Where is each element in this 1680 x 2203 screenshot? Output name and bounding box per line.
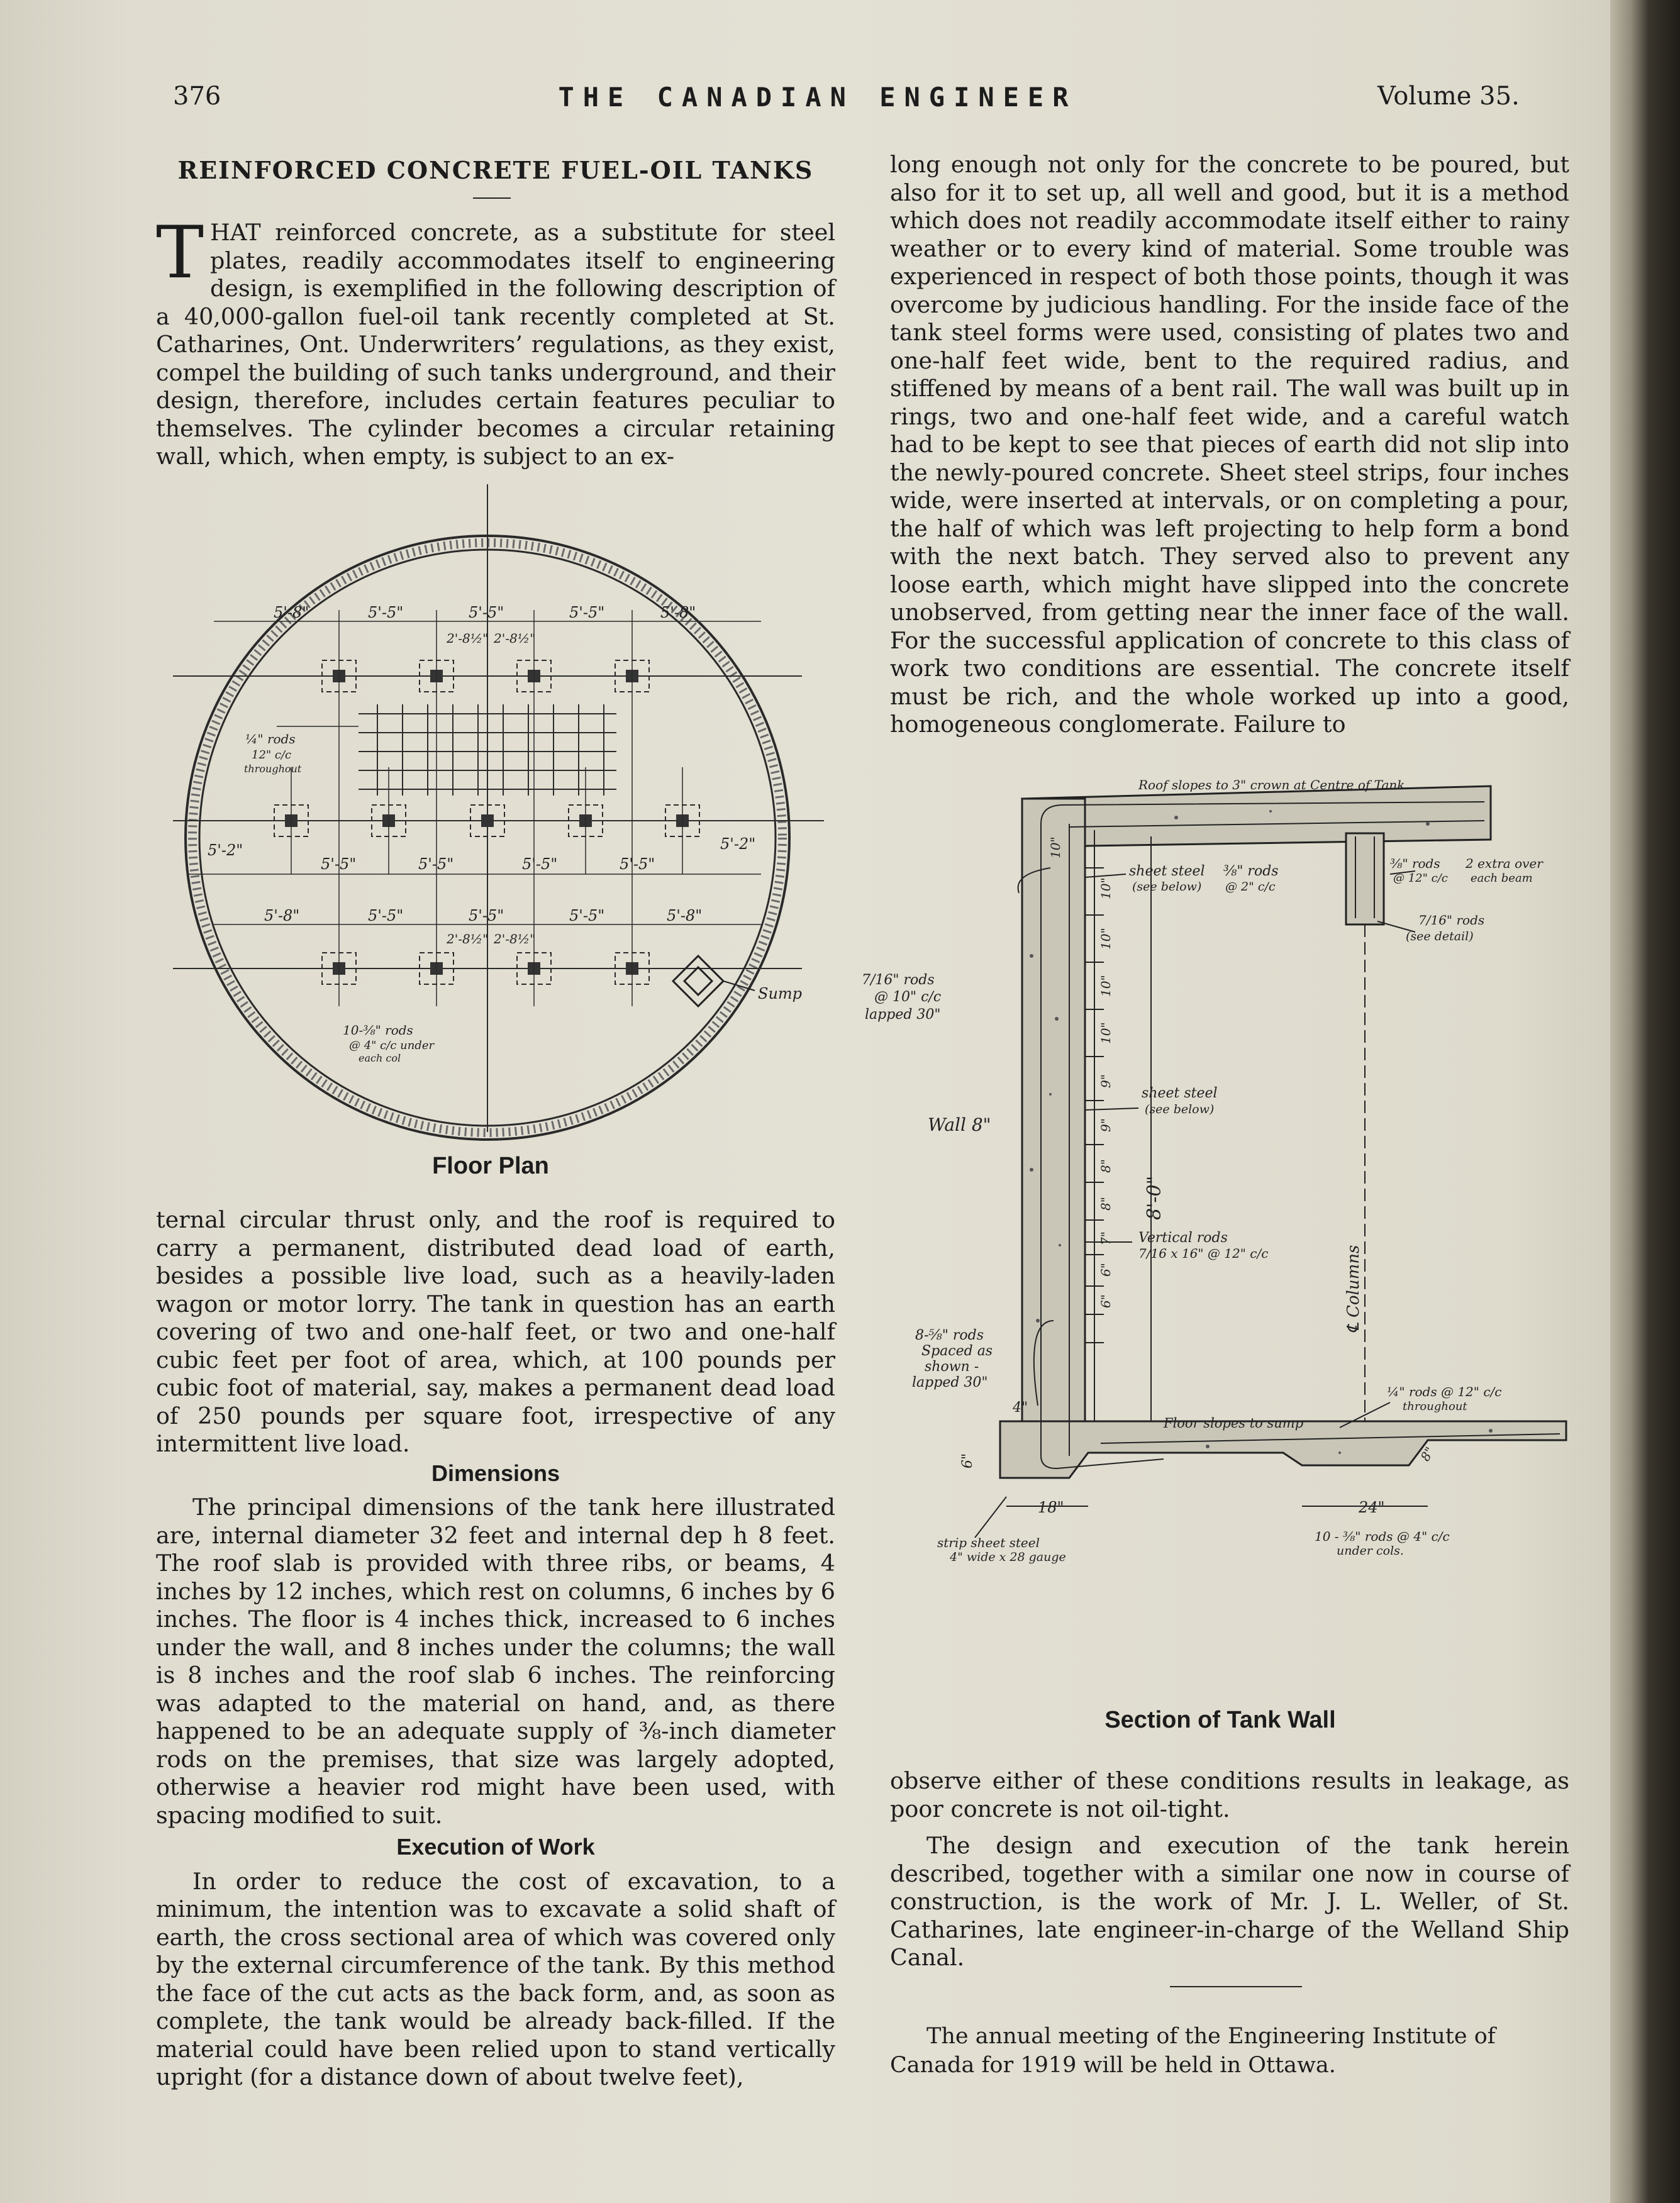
sheet-steel-note: sheet steel [1129, 863, 1205, 879]
eight-rods-note: lapped 30" [912, 1375, 988, 1390]
roof-slope-note: Roof slopes to 3" crown at Centre of Tank [1138, 777, 1405, 792]
eight-rods-note: 8-⅝" rods [915, 1328, 984, 1343]
fp-dim: 5'-8" [660, 604, 696, 621]
wall-label: Wall 8" [928, 1114, 991, 1135]
vertical-rods-note: Vertical rods [1138, 1230, 1228, 1246]
quarter-rods-note: throughout [1403, 1400, 1467, 1413]
fp-rods-note: 12" c/c [252, 748, 292, 762]
article-title: REINFORCED CONCRETE FUEL-OIL TANKS [177, 156, 814, 184]
column-2-top [890, 151, 1569, 739]
fp-dim: 5'-8" [274, 604, 309, 621]
fp-rods-note: ¼" rods [245, 731, 296, 746]
drop-cap: T [156, 211, 204, 294]
column-2-continued [890, 1767, 1569, 1972]
journal-title: THE CANADIAN ENGINEER [558, 82, 1077, 113]
closing-rule [1170, 1986, 1302, 1987]
fp-col-rods: each col [359, 1052, 401, 1064]
body-paragraph: observe either of these conditions results in leakage, as poor concrete is not oil-tight. [890, 1767, 1569, 1823]
fp-dim: 5'-5" [522, 855, 558, 873]
floor-slope-note: Floor slopes to sump [1164, 1416, 1304, 1431]
section-caption: Section of Tank Wall [1104, 1707, 1336, 1733]
quarter-rods-note: ¼" rods @ 12" c/c [1387, 1384, 1502, 1399]
body-paragraph: ternal circular thrust only, and the roof is required to carry a permanent, distributed dead load of earth, besides a possible live load, such as a heavily-laden wagon or motor lorry. The tank in question has an earth covering of two and one-half feet, or two and one-half cubic feet per foot of area, which, at 100 pounds per cubic foot of material, say, makes a permanent dead load of 250 pounds per square foot, irrespective of any intermittent live load. [156, 1206, 835, 1457]
extra-rods-note: ⅜" rods [1390, 856, 1440, 871]
fp-dim: 5'-8" [667, 907, 703, 924]
book-spine-shadow [1610, 0, 1680, 2203]
title-rule [473, 197, 511, 199]
fp-dim: 5'-5" [469, 604, 504, 621]
execution-heading: Execution of Work [396, 1834, 595, 1860]
left-rods-note: 7/16" rods [862, 972, 935, 988]
fp-dim: 2'-8½" [447, 931, 489, 946]
rods-note: ⅜" rods [1223, 863, 1279, 879]
eight-rods-note: shown - [925, 1359, 979, 1375]
dim-4: 4" [1013, 1400, 1028, 1416]
fp-dim: 5'-5" [620, 855, 655, 873]
sheet-steel-note: (see below) [1132, 880, 1202, 894]
sheet-steel-note: sheet steel [1142, 1085, 1218, 1101]
credits-paragraph: The design and execution of the tank herein described, together with a similar one now in course of construction, is the work of Mr. J. L. Weller, of St. Catharines, late engineer-in-charge of the Welland Ship Canal. [890, 1832, 1569, 1971]
wall-spacing: 10" [1048, 836, 1063, 858]
wall-spacing: 6" [1098, 1263, 1113, 1277]
fp-dim: 5'-5" [368, 604, 404, 621]
dim-24: 24" [1359, 1499, 1385, 1516]
fp-sump-label: Sump [758, 985, 803, 1002]
dim-8: 8" [1417, 1444, 1438, 1464]
dimensions-paragraph: The principal dimensions of the tank here illustrated are, internal diameter 32 feet and internal dep h 8 feet. The roof slab is provided with three ribs, or beams, 4 inches by 12 inches, which rest on columns, 6 inches by 6 inches. The floor is 4 inches thick, increased to 6 inches under the wall, and 8 inches under the columns; the wall is 8 inches and the roof slab 6 inches. The reinforcing was adapted to the material on hand, and, as there happened to be an adequate supply of ⅜-inch diameter rods on the premises, that size was largely adopted, otherwise a heavier rod might have been used, with spacing modified to suit. [156, 1494, 835, 1829]
body-paragraph: long enough not only for the concrete to be poured, but also for it to set up, all well and good, but it is a method which does not readily accommodate itself either to rainy weather or to every kind of material. Some trouble was experienced in respect of both those points, though it was overcome by judicious handling. For the inside face of the tank steel forms were used, consisting of plates two and one-half feet wide, bent to the required radius, and stiffened by means of a bent rail. The wall was built up in rings, two and one-half feet wide, and a careful watch had to be kept to see that pieces of earth did not slip into the newly-poured concrete. Sheet steel strips, four inches wide, were inserted at intervals, or on completing a pour, the half of which was left projecting to help form a bond with the next batch. They served also to prevent any loose earth, which might have slipped into the concrete unobserved, from getting near the inner face of the wall. For the successful application of concrete to this class of work two conditions are essential. The concrete itself must be rich, and the whole worked up into a good, homogeneous conglomerate. Failure to [890, 151, 1569, 738]
extra-rods-note: each beam [1471, 872, 1533, 885]
fp-dim: 5'-8" [264, 907, 300, 924]
wall-spacing: 10" [1098, 1022, 1113, 1044]
wall-spacing: 8" [1098, 1197, 1113, 1211]
vertical-rods-note: 7/16 x 16" @ 12" c/c [1138, 1246, 1269, 1261]
left-rods-note: lapped 30" [865, 1007, 941, 1023]
wall-spacing: 6" [1098, 1294, 1113, 1308]
wall-spacing: 8" [1098, 1159, 1113, 1173]
fp-col-rods: 10-⅜" rods [343, 1023, 413, 1038]
col-rods-note: 10 - ⅜" rods @ 4" c/c [1315, 1529, 1450, 1544]
extra-rods-note: 2 extra over [1466, 856, 1543, 871]
strip-steel-note: strip sheet steel [937, 1535, 1040, 1550]
fp-dim: 5'-5" [469, 907, 504, 924]
tank-wall-section-figure [862, 767, 1585, 1711]
intro-paragraph [156, 211, 835, 471]
fp-rods-note: throughout [244, 763, 302, 775]
rods-note: @ 2" c/c [1225, 880, 1276, 894]
wall-spacing: 9" [1098, 1118, 1113, 1132]
wall-spacing: 7" [1098, 1231, 1113, 1245]
left-rods-note: @ 10" c/c [874, 989, 942, 1005]
fp-dim: 5'-5" [321, 855, 357, 873]
fp-dim: 5'-5" [418, 855, 454, 873]
intro-text: HAT reinforced concrete, as a substitute for steel plates, readily accommodates itself to engineering design, is exemplified in the following description of a 40,000-gallon fuel-oil tank recently completed at St. Catharines, Ont. Underwriters’ regulations, as they exist, compel the building of such tanks underground, and their design, therefore, includes certain features peculiar to themselves. The cylinder becomes a circular retaining wall, which, when empty, is subject to an ex- [156, 219, 835, 470]
sheet-steel-note: (see below) [1145, 1102, 1215, 1116]
eight-rods-note: Spaced as [921, 1343, 993, 1359]
volume-label: Volume 35. [1377, 82, 1520, 111]
detail-rods-note: (see detail) [1406, 929, 1474, 943]
fp-dim: 2'-8½" [494, 931, 536, 946]
dim-18: 18" [1038, 1499, 1064, 1516]
wall-spacing: 10" [1098, 975, 1113, 997]
detail-rods-note: 7/16" rods [1418, 913, 1485, 928]
wall-spacing: 10" [1098, 928, 1113, 950]
fp-dim: 5'-5" [368, 907, 404, 924]
dimensions-heading: Dimensions [431, 1460, 560, 1486]
annual-meeting-note: The annual meeting of the Engineering Institute of Canada for 1919 will be held in Ottawa. [890, 2024, 1496, 2078]
extra-rods-note: @ 12" c/c [1393, 872, 1448, 885]
page-number: 376 [173, 82, 221, 111]
wall-spacing: 10" [1098, 877, 1113, 899]
col-rods-note: under cols. [1337, 1544, 1404, 1558]
fp-dim: 2'-8½" [447, 631, 489, 646]
execution-paragraph: In order to reduce the cost of excavation, to a minimum, the intention was to excavate a solid shaft of earth, the cross sectional area of which was covered only by the external circumference of the tank. By this method the face of the cut acts as the back form, and, as soon as complete, the tank would be already back-filled. If the material could have been relied upon to stand vertically upright (for a distance down of about twelve feet), [156, 1867, 835, 2090]
strip-steel-note: 4" wide x 28 gauge [950, 1550, 1066, 1564]
fp-dim: 5'-2" [208, 841, 243, 859]
fp-dim: 5'-5" [569, 907, 605, 924]
columns-centre-label: ℄ Columns [1344, 1245, 1363, 1333]
fp-col-rods: @ 4" c/c under [349, 1039, 435, 1052]
wall-height-dim: 8'-0" [1143, 1175, 1165, 1220]
column-1-continued [156, 1206, 835, 2092]
fp-dim: 5'-5" [569, 604, 605, 621]
floor-plan-figure [151, 484, 849, 1189]
dim-6: 6" [960, 1453, 976, 1468]
fp-dim: 2'-8½" [494, 631, 536, 646]
fp-dim: 5'-2" [720, 835, 756, 853]
wall-spacing: 9" [1098, 1074, 1113, 1088]
floor-plan-caption: Floor Plan [432, 1153, 549, 1179]
